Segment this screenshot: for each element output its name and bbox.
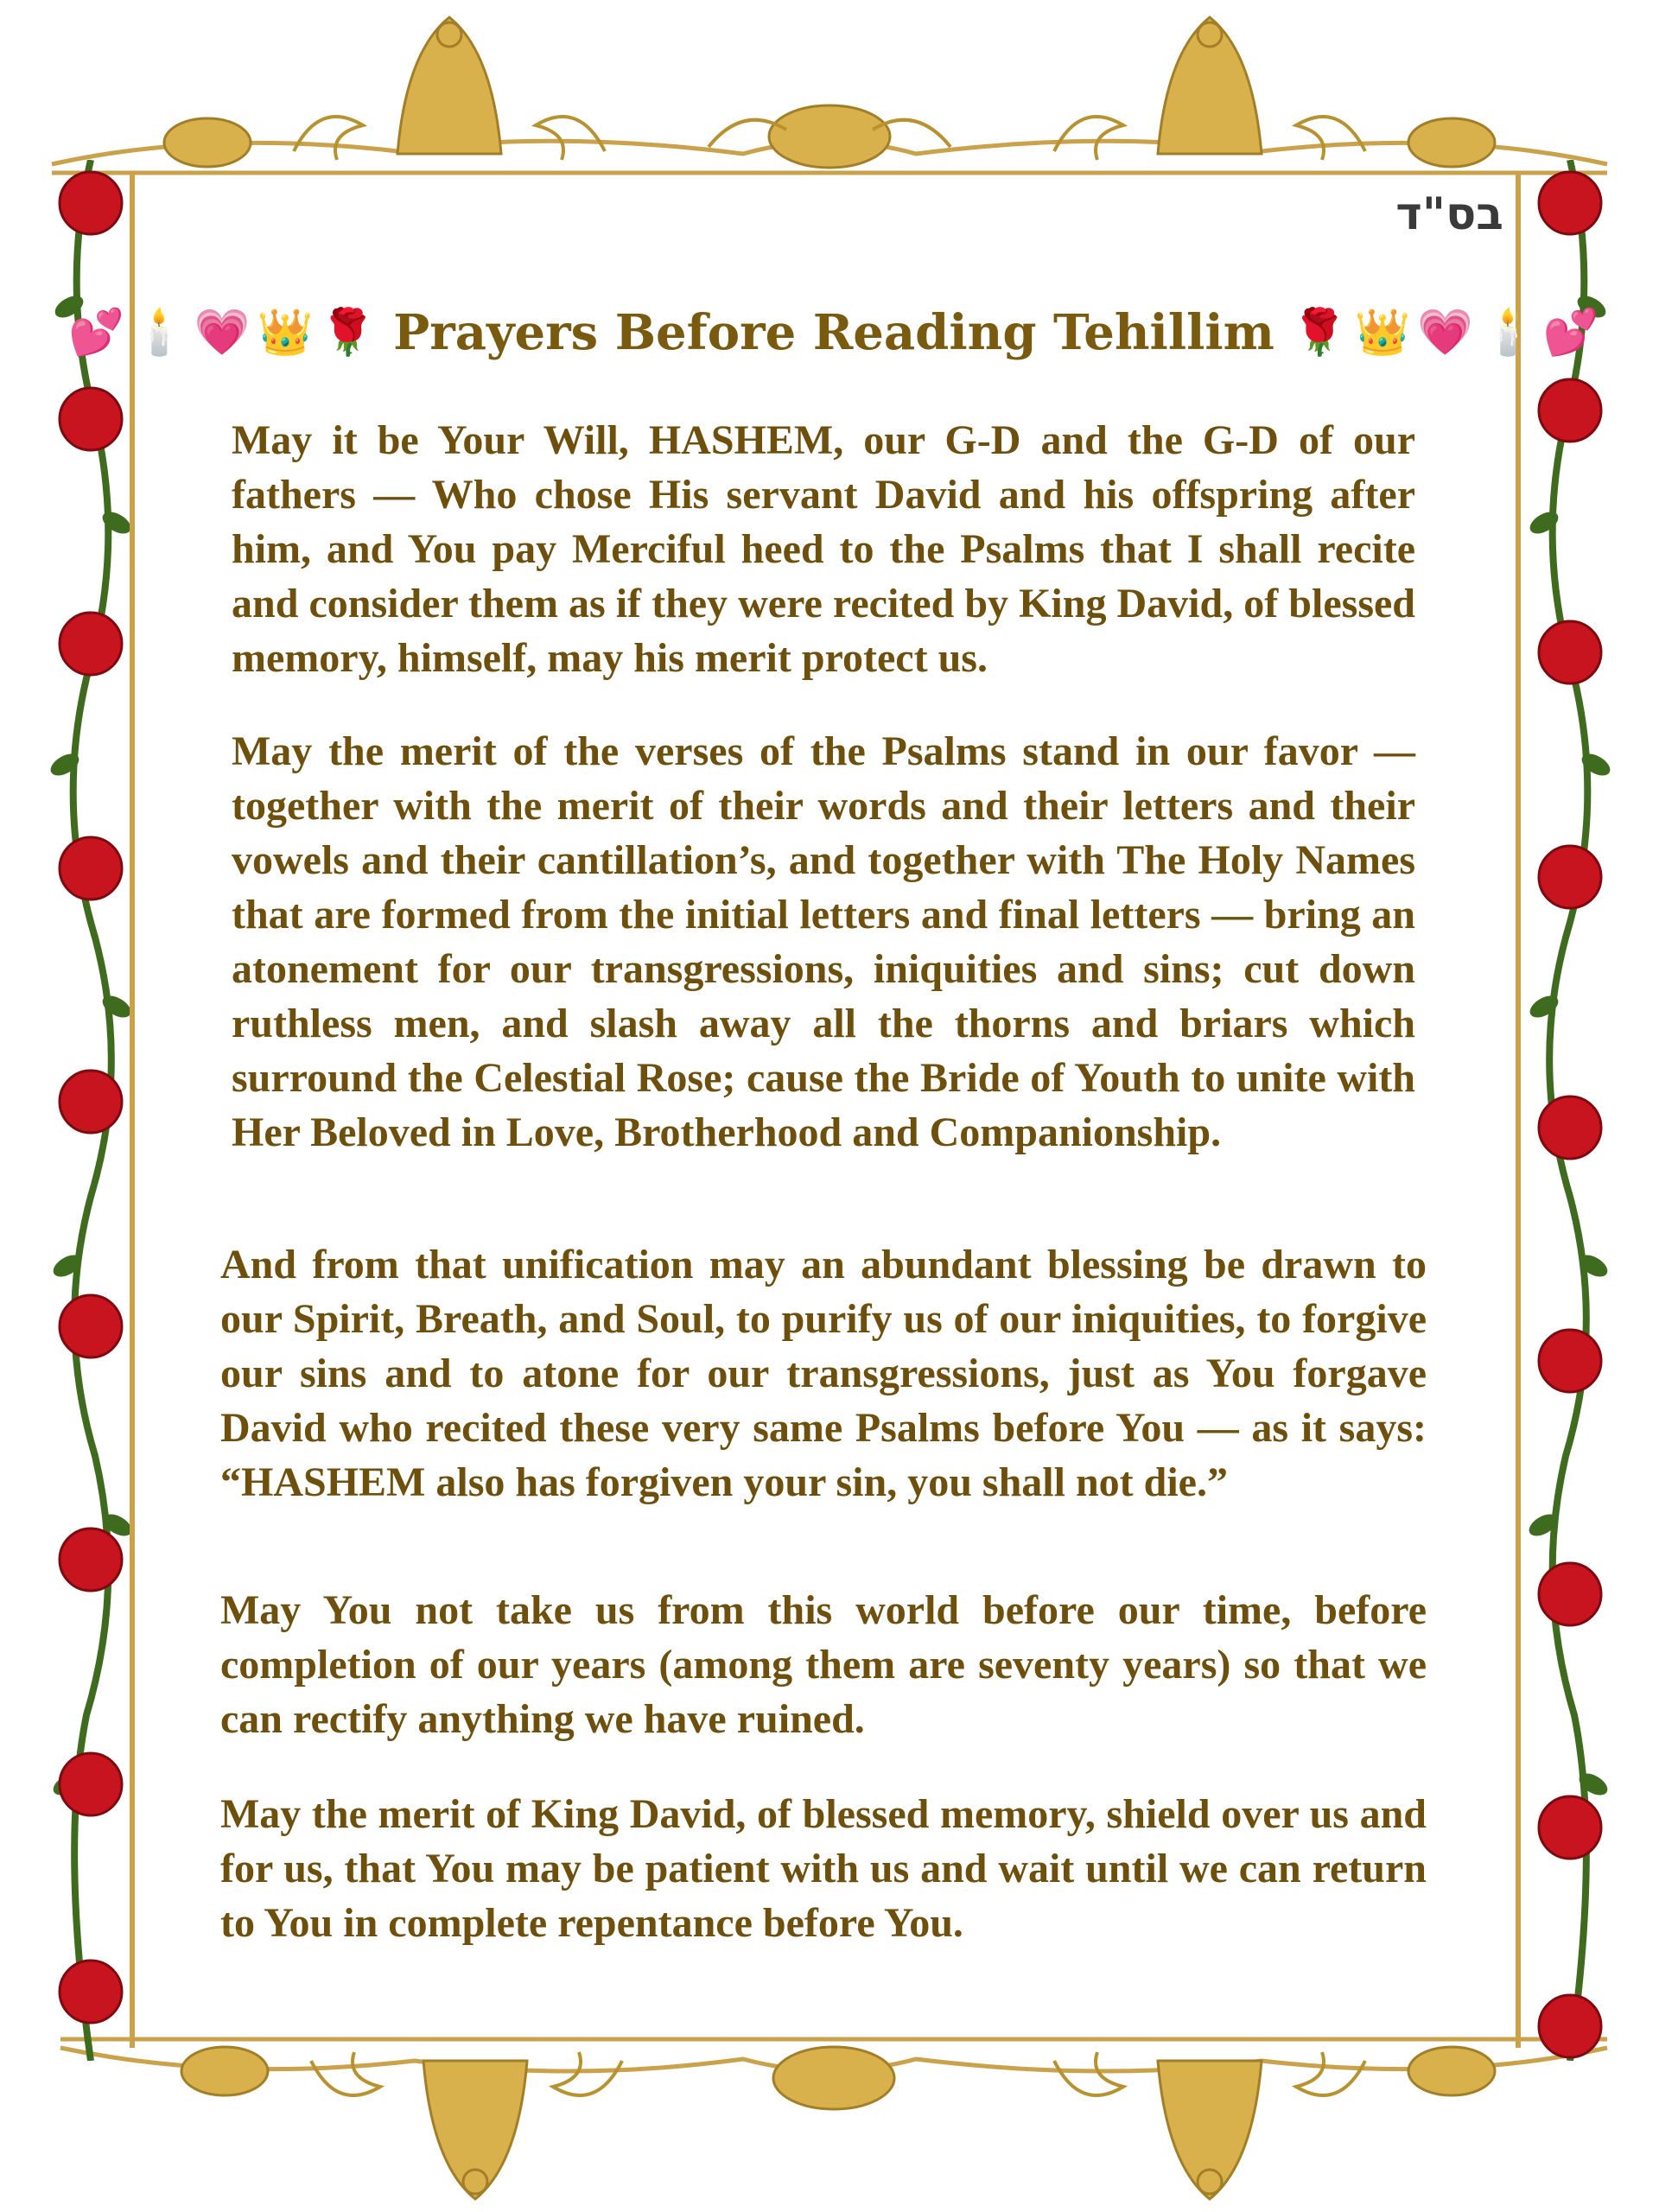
prayer-paragraph-3: And from that unification may an abundant blessing be drawn to our Spirit, Breath, and Soul, to purify us of our iniquities, to forgive our sins and to atone for our transgressions, just as You forgave David who recited these very same Psalms before You — as it says: “HASHEM also has forgiven your sin, you shall not die.” xyxy=(220,1242,1427,1505)
page-title: Prayers Before Reading Tehillim xyxy=(393,304,1274,361)
growing-heart-icon: 💗 xyxy=(1417,307,1474,359)
prayer-paragraph-4: May You not take us from this world before our time, before completion of our years (among them are seventy years) so that we can rectify anything we have ruined. xyxy=(220,1587,1427,1742)
emoji-group-right xyxy=(1291,307,1599,359)
rose-icon: 🌹 xyxy=(1291,307,1348,359)
growing-heart-icon: 💗 xyxy=(194,307,251,359)
crown-icon: 👑 xyxy=(1354,307,1411,359)
rose-icon: 🌹 xyxy=(320,307,377,359)
prayer-paragraph-2: May the merit of the verses of the Psalms stand in our favor — together with the merit of their words and their letters and their vowels and their cantillation’s, and together with The Holy Names that are formed from the initial letters and final letters — bring an atonement for our transgressions, iniquities and sins; cut down ruthless men, and slash away all the thorns and briars which surround the Celestial Rose; cause the Bride of Youth to unite with Her Beloved in Love, Brotherhood and Companionship. xyxy=(232,728,1415,1155)
candle-icon: 🕯️ xyxy=(1480,307,1536,359)
rose-border-left xyxy=(43,160,138,2061)
two-hearts-icon: 💕 xyxy=(1542,307,1599,359)
title-row xyxy=(68,289,1599,376)
top-ornament xyxy=(35,0,1624,186)
rose-border-right xyxy=(1522,160,1618,2061)
bottom-ornament xyxy=(52,2026,1624,2212)
crown-icon: 👑 xyxy=(257,307,314,359)
prayer-paragraph-5: May the merit of King David, of blessed memory, shield over us and for us, that You may be patient with us and wait until we can return to You in complete repentance before You. xyxy=(220,1791,1427,1946)
emoji-group-left xyxy=(68,307,377,359)
bsd-mark: בס"ד xyxy=(1395,188,1503,240)
two-hearts-icon: 💕 xyxy=(68,307,125,359)
prayer-paragraph-1: May it be Your Will, HASHEM, our G-D and the G-D of our fathers — Who chose His servant David and his offspring after him, and You pay Merciful heed to the Psalms that I shall recite and consider them as if they were recited by King David, of blessed memory, himself, may his merit protect us. xyxy=(232,417,1415,681)
candle-icon: 🕯️ xyxy=(131,307,188,359)
